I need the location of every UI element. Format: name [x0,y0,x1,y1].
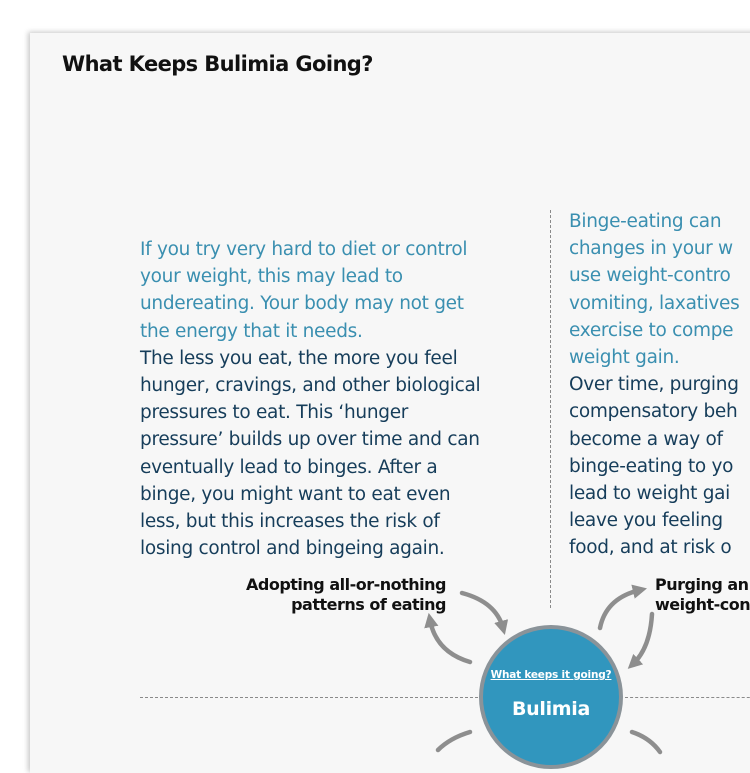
arrow-bottom-right-icon [632,732,660,752]
right-teal-line: exercise to compe [569,319,734,341]
left-navy-line: The less you eat, the more you feel [140,347,458,369]
right-teal-line: Binge-eating can [569,211,722,232]
left-teal-line: If you try very hard to diet or control [140,239,468,260]
right-teal-line: vomiting, laxatives [569,292,740,314]
right-navy-line: binge-eating to yo [569,455,734,477]
circle-caption: What keeps it going? [490,669,612,681]
left-teal-line: your weight, this may lead to [140,266,403,288]
arrow-left-inner-icon [430,620,470,662]
right-teal-line: weight gain. [569,347,680,369]
left-navy-line: losing control and bingeing again. [140,538,445,560]
arrow-left-outer-icon [462,593,503,628]
label-line: Purging an [655,575,749,594]
right-navy-line: become a way of [569,428,723,450]
right-teal-line: changes in your w [569,238,733,260]
right-navy-line: compensatory beh [569,401,738,423]
arrow-right-outer-icon [600,590,640,628]
left-navy-line: eventually lead to binges. After a [140,456,438,478]
label-line: patterns of eating [291,595,446,614]
left-navy-line: pressure’ builds up over time and can [140,429,480,451]
left-navy-line: hunger, cravings, and other biological [140,375,481,397]
arrow-right-inner-icon [633,614,652,664]
bulimia-circle [479,625,623,769]
right-navy-line: leave you feeling [569,510,723,532]
label-line: weight-con [655,595,750,614]
left-teal-line: the energy that it needs. [140,320,363,342]
right-navy-line: food, and at risk o [569,537,732,559]
left-navy-line: pressures to eat. This ‘hunger [140,402,409,424]
circle-title: Bulimia [511,698,591,720]
left-teal-line: undereating. Your body may not get [140,293,464,315]
right-teal-line: use weight-contro [569,265,731,287]
label-line: Adopting all-or-nothing [245,575,446,594]
arrow-bottom-left-icon [438,732,470,750]
left-navy-line: binge, you might want to eat even [140,483,451,505]
left-navy-line: less, but this increases the risk of [140,511,440,533]
page-title: What Keeps Bulimia Going? [62,52,373,76]
right-navy-line: lead to weight gai [569,483,731,505]
right-navy-line: Over time, purging [569,374,739,396]
